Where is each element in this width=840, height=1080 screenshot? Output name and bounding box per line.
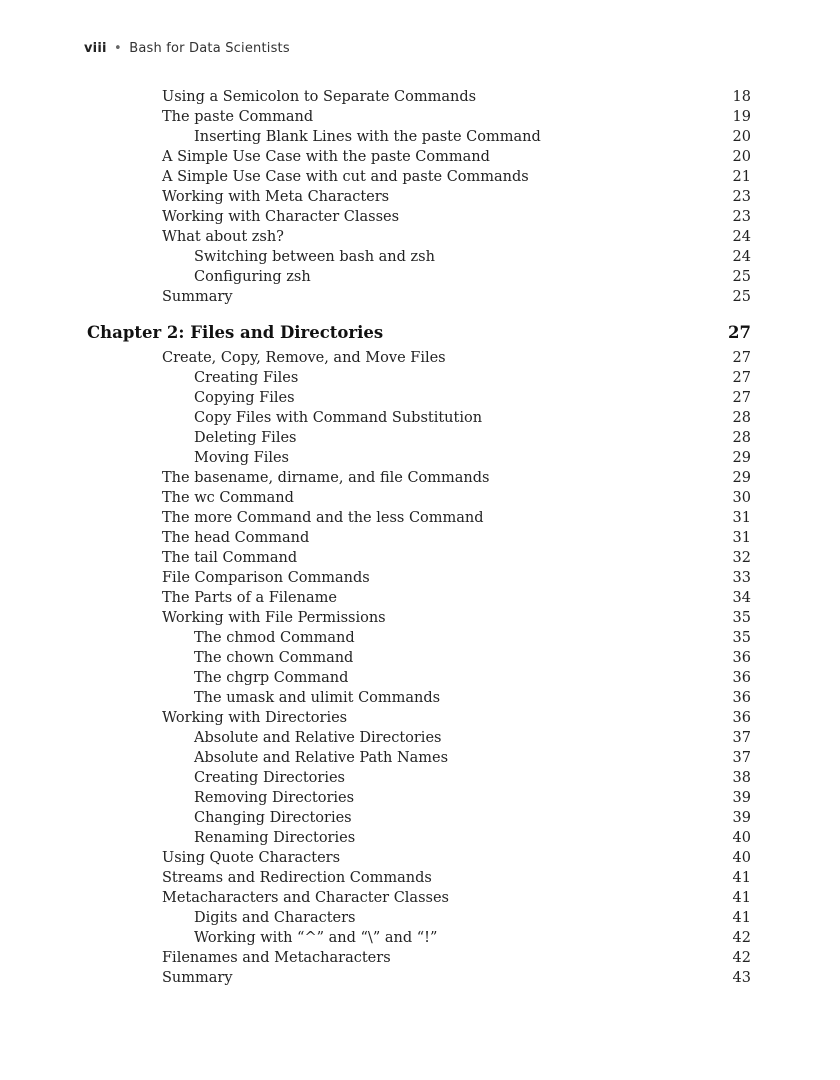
toc-entry-title: Copying Files: [194, 390, 295, 406]
toc-entry-page: 43: [732, 970, 751, 986]
toc-entry-page: 31: [732, 530, 751, 546]
toc-entry-page: 39: [732, 790, 751, 806]
chapter-page: 27: [728, 323, 751, 342]
toc-entry-title: Creating Directories: [194, 770, 345, 786]
toc-entry[interactable]: [0, 267, 840, 287]
toc-entry-page: 21: [732, 169, 751, 185]
toc-section-b: [0, 348, 840, 988]
toc-entry[interactable]: [0, 107, 840, 127]
toc-entry-page: 27: [732, 370, 751, 386]
toc-entry-page: 36: [732, 650, 751, 666]
toc-entry-page: 25: [732, 269, 751, 285]
toc-entry-page: 20: [732, 129, 751, 145]
toc-entry-page: 36: [732, 710, 751, 726]
toc-entry[interactable]: [0, 528, 840, 548]
toc-entry-title: The tail Command: [162, 550, 298, 566]
toc-entry-title: The wc Command: [162, 490, 294, 506]
toc-entry[interactable]: [0, 668, 840, 688]
toc-entry-page: 37: [732, 750, 751, 766]
toc-entry-title: Working with Character Classes: [162, 209, 400, 225]
toc-entry[interactable]: [0, 127, 840, 147]
toc-entry-title: The chmod Command: [194, 630, 355, 646]
toc-entry-page: 29: [732, 450, 751, 466]
toc-entry-page: 35: [732, 610, 751, 626]
toc-entry-title: Creating Files: [194, 370, 299, 386]
toc-entry-title: Working with “^” and “\” and “!”: [194, 930, 438, 946]
toc-entry-title: The Parts of a Filename: [162, 590, 337, 606]
toc-entry-page: 33: [732, 570, 751, 586]
toc-entry-title: The basename, dirname, and file Commands: [162, 470, 490, 486]
header-separator: •: [114, 41, 122, 56]
toc-entry-page: 19: [732, 109, 751, 125]
toc-entry-title: What about zsh?: [162, 229, 284, 245]
toc-entry-page: 32: [732, 550, 751, 566]
toc-entry-title: Using a Semicolon to Separate Commands: [162, 89, 477, 105]
toc-entry[interactable]: [0, 848, 840, 868]
toc-entry-page: 27: [732, 350, 751, 366]
toc-entry-page: 37: [732, 730, 751, 746]
toc-entry-page: 36: [732, 670, 751, 686]
toc-entry-page: 38: [732, 770, 751, 786]
toc-entry-page: 41: [732, 910, 751, 926]
running-header: [84, 41, 290, 56]
toc-entry-title: A Simple Use Case with cut and paste Commands: [162, 169, 529, 185]
toc-entry-title: Working with Directories: [162, 710, 348, 726]
toc-entry[interactable]: [0, 888, 840, 908]
toc-entry-title: Working with File Permissions: [162, 610, 386, 626]
toc-entry[interactable]: [0, 948, 840, 968]
toc-entry-title: The more Command and the less Command: [162, 510, 484, 526]
toc-entry[interactable]: [0, 548, 840, 568]
toc-entry-page: 27: [732, 390, 751, 406]
toc-entry[interactable]: [0, 287, 840, 307]
toc-entry-title: Absolute and Relative Directories: [194, 730, 442, 746]
toc-entry[interactable]: [0, 468, 840, 488]
toc-entry[interactable]: [0, 227, 840, 247]
toc-entry-title: Removing Directories: [194, 790, 355, 806]
toc-entry[interactable]: [0, 348, 840, 368]
toc-entry-title: Filenames and Metacharacters: [162, 950, 391, 966]
chapter-heading[interactable]: [0, 321, 840, 345]
toc-entry[interactable]: [0, 408, 840, 428]
toc-entry[interactable]: [0, 648, 840, 668]
toc-entry-page: 28: [732, 430, 751, 446]
toc-entry-title: Digits and Characters: [194, 910, 356, 926]
toc-entry[interactable]: [0, 147, 840, 167]
toc-entry[interactable]: [0, 868, 840, 888]
toc-entry[interactable]: [0, 428, 840, 448]
toc-entry-title: The paste Command: [162, 109, 314, 125]
toc-entry[interactable]: [0, 688, 840, 708]
toc-entry-page: 39: [732, 810, 751, 826]
toc-entry[interactable]: [0, 728, 840, 748]
toc-entry[interactable]: [0, 388, 840, 408]
toc-entry[interactable]: [0, 247, 840, 267]
toc-section-a: [0, 87, 840, 307]
toc-entry-page: 28: [732, 410, 751, 426]
toc-entry[interactable]: [0, 187, 840, 207]
toc-entry[interactable]: [0, 167, 840, 187]
toc-entry-page: 20: [732, 149, 751, 165]
toc-entry[interactable]: [0, 908, 840, 928]
chapter-title: Chapter 2: Files and Directories: [87, 323, 384, 342]
toc-entry[interactable]: [0, 928, 840, 948]
book-title: Bash for Data Scientists: [129, 41, 290, 56]
toc-entry-page: 29: [732, 470, 751, 486]
toc-entry-title: Copy Files with Command Substitution: [194, 410, 483, 426]
toc-entry-title: Switching between bash and zsh: [194, 249, 435, 265]
toc-entry-page: 24: [732, 249, 751, 265]
toc-entry-title: The chown Command: [194, 650, 354, 666]
toc-entry-page: 41: [732, 870, 751, 886]
toc-entry-page: 18: [732, 89, 751, 105]
toc-entry-page: 36: [732, 690, 751, 706]
toc-entry[interactable]: [0, 628, 840, 648]
toc-entry-page: 42: [732, 950, 751, 966]
toc-entry-title: A Simple Use Case with the paste Command: [162, 149, 490, 165]
toc-entry-title: Working with Meta Characters: [162, 189, 390, 205]
toc-entry[interactable]: [0, 808, 840, 828]
toc-entry[interactable]: [0, 748, 840, 768]
toc-entry[interactable]: [0, 608, 840, 628]
toc-entry-title: File Comparison Commands: [162, 570, 370, 586]
toc-entry-title: The head Command: [162, 530, 310, 546]
toc-entry[interactable]: [0, 87, 840, 107]
toc-entry[interactable]: [0, 508, 840, 528]
toc-entry-page: 24: [732, 229, 751, 245]
toc-entry-page: 23: [732, 189, 751, 205]
toc-entry[interactable]: [0, 207, 840, 227]
toc-entry-title: Configuring zsh: [194, 269, 311, 285]
toc-entry-title: Renaming Directories: [194, 830, 356, 846]
toc-entry-title: Summary: [162, 970, 233, 986]
toc-entry-title: The chgrp Command: [194, 670, 349, 686]
toc-entry-page: 41: [732, 890, 751, 906]
toc-entry-title: Metacharacters and Character Classes: [162, 890, 449, 906]
toc-entry-title: The umask and ulimit Commands: [194, 690, 441, 706]
toc-entry-page: 23: [732, 209, 751, 225]
page-number: viii: [84, 41, 107, 56]
toc-entry-title: Deleting Files: [194, 430, 297, 446]
toc-entry-title: Changing Directories: [194, 810, 352, 826]
toc-entry[interactable]: [0, 368, 840, 388]
toc-entry[interactable]: [0, 968, 840, 988]
toc-entry[interactable]: [0, 568, 840, 588]
toc-entry-title: Inserting Blank Lines with the paste Command: [194, 129, 541, 145]
toc-entry[interactable]: [0, 588, 840, 608]
toc-entry[interactable]: [0, 768, 840, 788]
toc-entry-page: 40: [732, 830, 751, 846]
toc-entry-page: 30: [732, 490, 751, 506]
toc-entry-page: 40: [732, 850, 751, 866]
toc-entry[interactable]: [0, 488, 840, 508]
toc-entry-title: Using Quote Characters: [162, 850, 341, 866]
toc-entry-title: Summary: [162, 289, 233, 305]
toc-entry-title: Create, Copy, Remove, and Move Files: [162, 350, 446, 366]
toc-entry-page: 31: [732, 510, 751, 526]
toc-entry-page: 34: [732, 590, 751, 606]
toc-entry-page: 25: [732, 289, 751, 305]
toc-entry[interactable]: [0, 788, 840, 808]
toc-entry[interactable]: [0, 828, 840, 848]
toc-entry-title: Absolute and Relative Path Names: [194, 750, 449, 766]
toc-entry[interactable]: [0, 708, 840, 728]
toc-entry-title: Moving Files: [194, 450, 289, 466]
toc-entry-page: 42: [732, 930, 751, 946]
toc-entry[interactable]: [0, 448, 840, 468]
toc-entry-page: 35: [732, 630, 751, 646]
toc-entry-title: Streams and Redirection Commands: [162, 870, 432, 886]
